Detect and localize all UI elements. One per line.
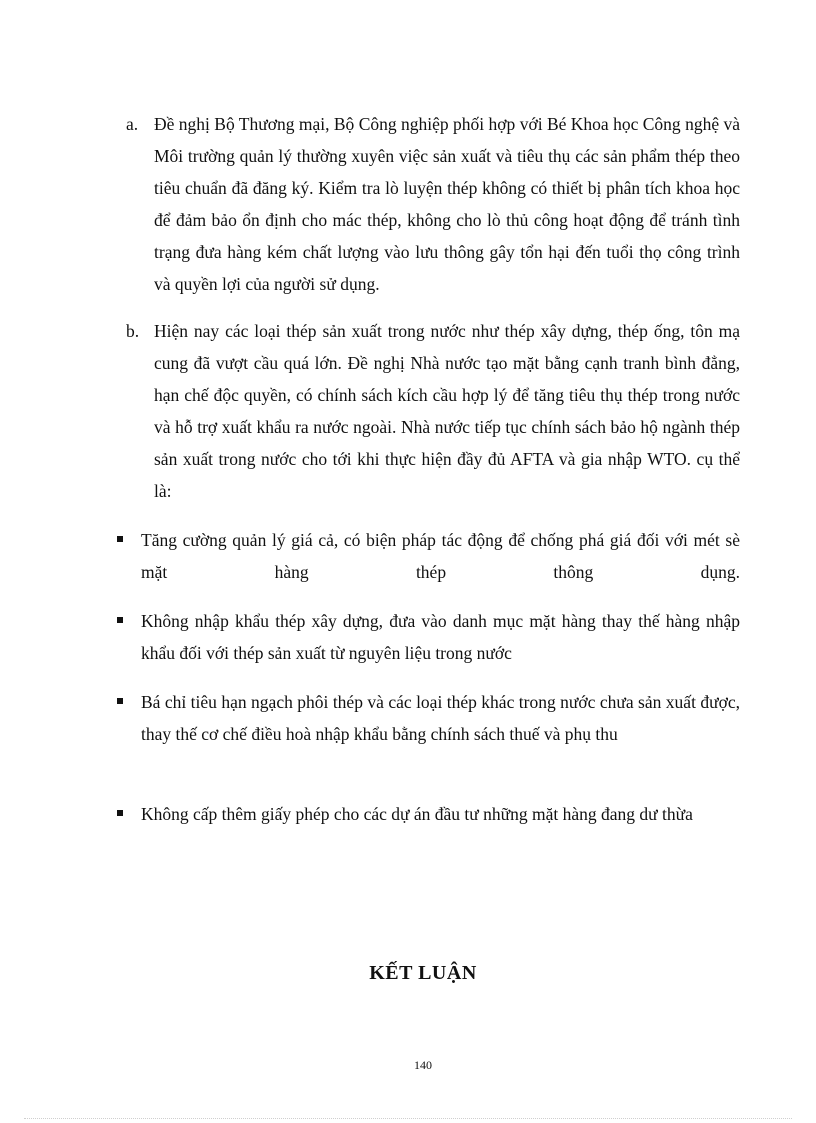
square-bullet-icon <box>117 698 123 704</box>
bullet-text: Tăng cường quản lý giá cả, có biện pháp tác động để chống phá giá đối với mét sè mặt hàng thép thông dụng. <box>141 530 740 582</box>
bullet-item-3 <box>114 686 740 750</box>
square-bullet-icon <box>117 617 123 623</box>
bullet-text: Không cấp thêm giấy phép cho các dự án đầu tư những mặt hàng đang dư thừa <box>141 804 693 824</box>
list-marker: b. <box>126 321 140 341</box>
square-bullet-icon <box>117 810 123 816</box>
page-number: 140 <box>414 1058 432 1072</box>
bullet-item-4 <box>114 798 740 830</box>
footer-divider <box>24 1118 792 1119</box>
list-item-text: Hiện nay các loại thép sản xuất trong nước như thép xây dựng, thép ống, tôn mạ cung đã vượt cầu quá lớn. Đề nghị Nhà nước tạo mặt bằng cạnh tranh bình đẳng, hạn chế độc quyền, có chính sách kích cầu hợp lý để tăng tiêu thụ thép trong nước và hỗ trợ xuất khẩu ra nước ngoài. Nhà nước tiếp tục chính sách bảo hộ ngành thép sản xuất trong nước cho tới khi thực hiện đầy đủ AFTA và gia nhập WTO. cụ thể là: <box>154 321 740 501</box>
list-marker: a. <box>126 114 139 134</box>
bullet-item-1 <box>114 524 740 588</box>
square-bullet-icon <box>117 536 123 542</box>
list-item-a <box>126 108 740 300</box>
bullet-text: Bá chỉ tiêu hạn ngạch phôi thép và các loại thép khác trong nước chưa sản xuất được, thay thế cơ chế điều hoà nhập khẩu bằng chính sách thuế và phụ thu <box>141 692 740 744</box>
list-item-b <box>126 315 740 507</box>
bullet-text: Không nhập khẩu thép xây dựng, đưa vào danh mục mặt hàng thay thế hàng nhập khẩu đối với thép sản xuất từ nguyên liệu trong nước <box>141 611 740 663</box>
bullet-item-2 <box>114 605 740 669</box>
section-heading: KẾT LUẬN <box>369 962 477 984</box>
list-item-text: Đề nghị Bộ Thương mại, Bộ Công nghiệp phối hợp với Bé Khoa học Công nghệ và Môi trường quản lý thường xuyên việc sản xuất và tiêu thụ các sản phẩm thép theo tiêu chuẩn đã đăng ký. Kiểm tra lò luyện thép không có thiết bị phân tích khoa học để đảm bảo ổn định cho mác thép, không cho lò thủ công hoạt động để tránh tình trạng đưa hàng kém chất lượng vào lưu thông gây tổn hại đến tuổi thọ công trình và quyền lợi của người sử dụng. <box>154 114 740 294</box>
